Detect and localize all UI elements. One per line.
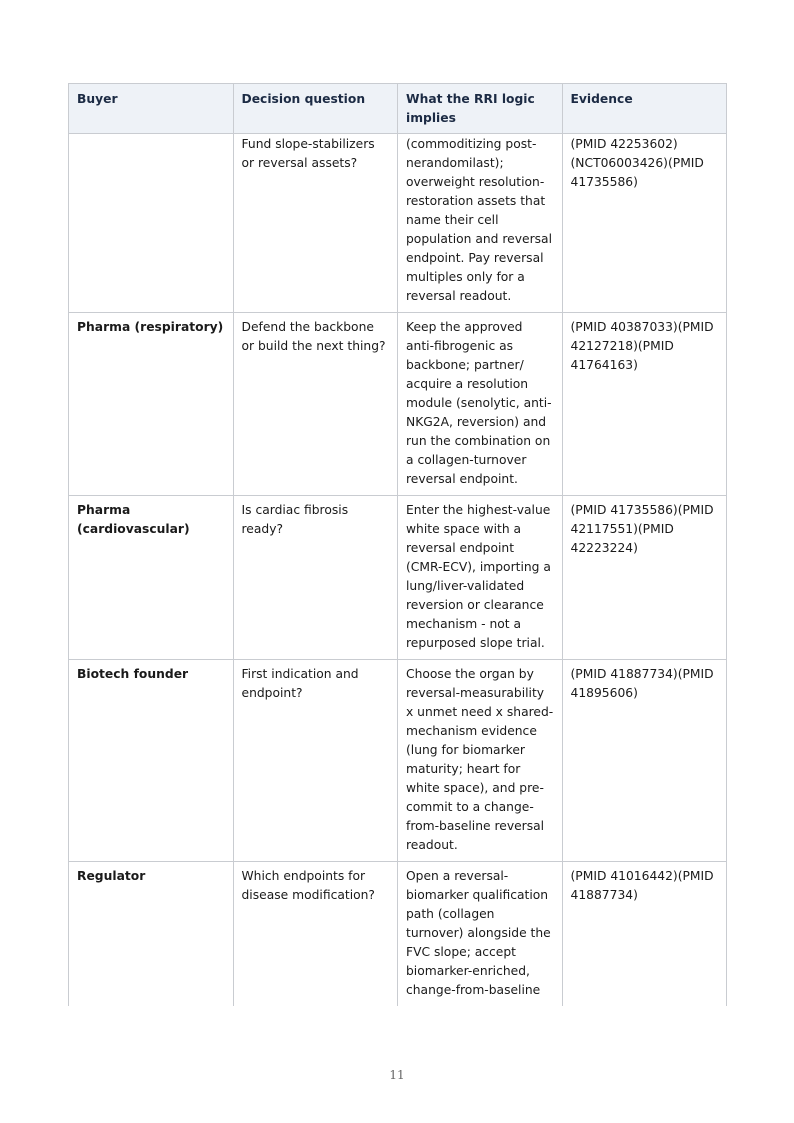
cell-buyer: Biotech founder: [69, 660, 234, 862]
cell-buyer: Pharma (cardiovascular): [69, 496, 234, 660]
page-number: 11: [389, 1068, 405, 1082]
table-row: [69, 134, 727, 313]
header-evidence: Evidence: [562, 84, 727, 134]
cell-question: Is cardiac fibrosis ready?: [233, 496, 398, 660]
header-decision-question: Decision question: [233, 84, 398, 134]
cell-buyer: Pharma (respiratory): [69, 313, 234, 496]
table-row: [69, 862, 727, 1007]
cell-implication: Open a reversal-biomarker qualification path (collagen turnover) alongside the FVC slope; accept biomarker-enriched, change-from-baseline: [398, 862, 563, 1007]
cell-implication: Choose the organ by reversal-measurability x unmet need x shared-mechanism evidence (lung for biomarker maturity; heart for white space), and pre-commit to a change-from-baseline reversal readout.: [398, 660, 563, 862]
cell-evidence: (PMID 40387033)(PMID 42127218)(PMID 41764163): [562, 313, 727, 496]
table-header-row: [69, 84, 727, 134]
header-buyer: Buyer: [69, 84, 234, 134]
cell-question: Defend the backbone or build the next thing?: [233, 313, 398, 496]
cell-question: First indication and endpoint?: [233, 660, 398, 862]
header-rri-logic: What the RRI logic implies: [398, 84, 563, 134]
cell-evidence: (PMID 42253602) (NCT06003426)(PMID 41735586): [562, 134, 727, 313]
cell-question: Fund slope-stabilizers or reversal assets?: [233, 134, 398, 313]
table-row: [69, 313, 727, 496]
cell-implication: Keep the approved anti-fibrogenic as backbone; partner/ acquire a resolution module (senolytic, anti-NKG2A, reversion) and run the combination on a collagen-turnover reversal endpoint.: [398, 313, 563, 496]
cell-buyer: [69, 134, 234, 313]
cell-implication: Enter the highest-value white space with a reversal endpoint (CMR-ECV), importing a lung/liver-validated reversion or clearance mechanism - not a repurposed slope trial.: [398, 496, 563, 660]
evidence-table: [68, 83, 727, 1006]
cell-evidence: (PMID 41735586)(PMID 42117551)(PMID 42223224): [562, 496, 727, 660]
cell-evidence: (PMID 41887734)(PMID 41895606): [562, 660, 727, 862]
cell-question: Which endpoints for disease modification?: [233, 862, 398, 1007]
cell-implication: (commoditizing post-nerandomilast); overweight resolution-restoration assets that name their cell population and reversal endpoint. Pay reversal multiples only for a reversal readout.: [398, 134, 563, 313]
table-row: [69, 496, 727, 660]
cell-evidence: (PMID 41016442)(PMID 41887734): [562, 862, 727, 1007]
cell-buyer: Regulator: [69, 862, 234, 1007]
table-row: [69, 660, 727, 862]
